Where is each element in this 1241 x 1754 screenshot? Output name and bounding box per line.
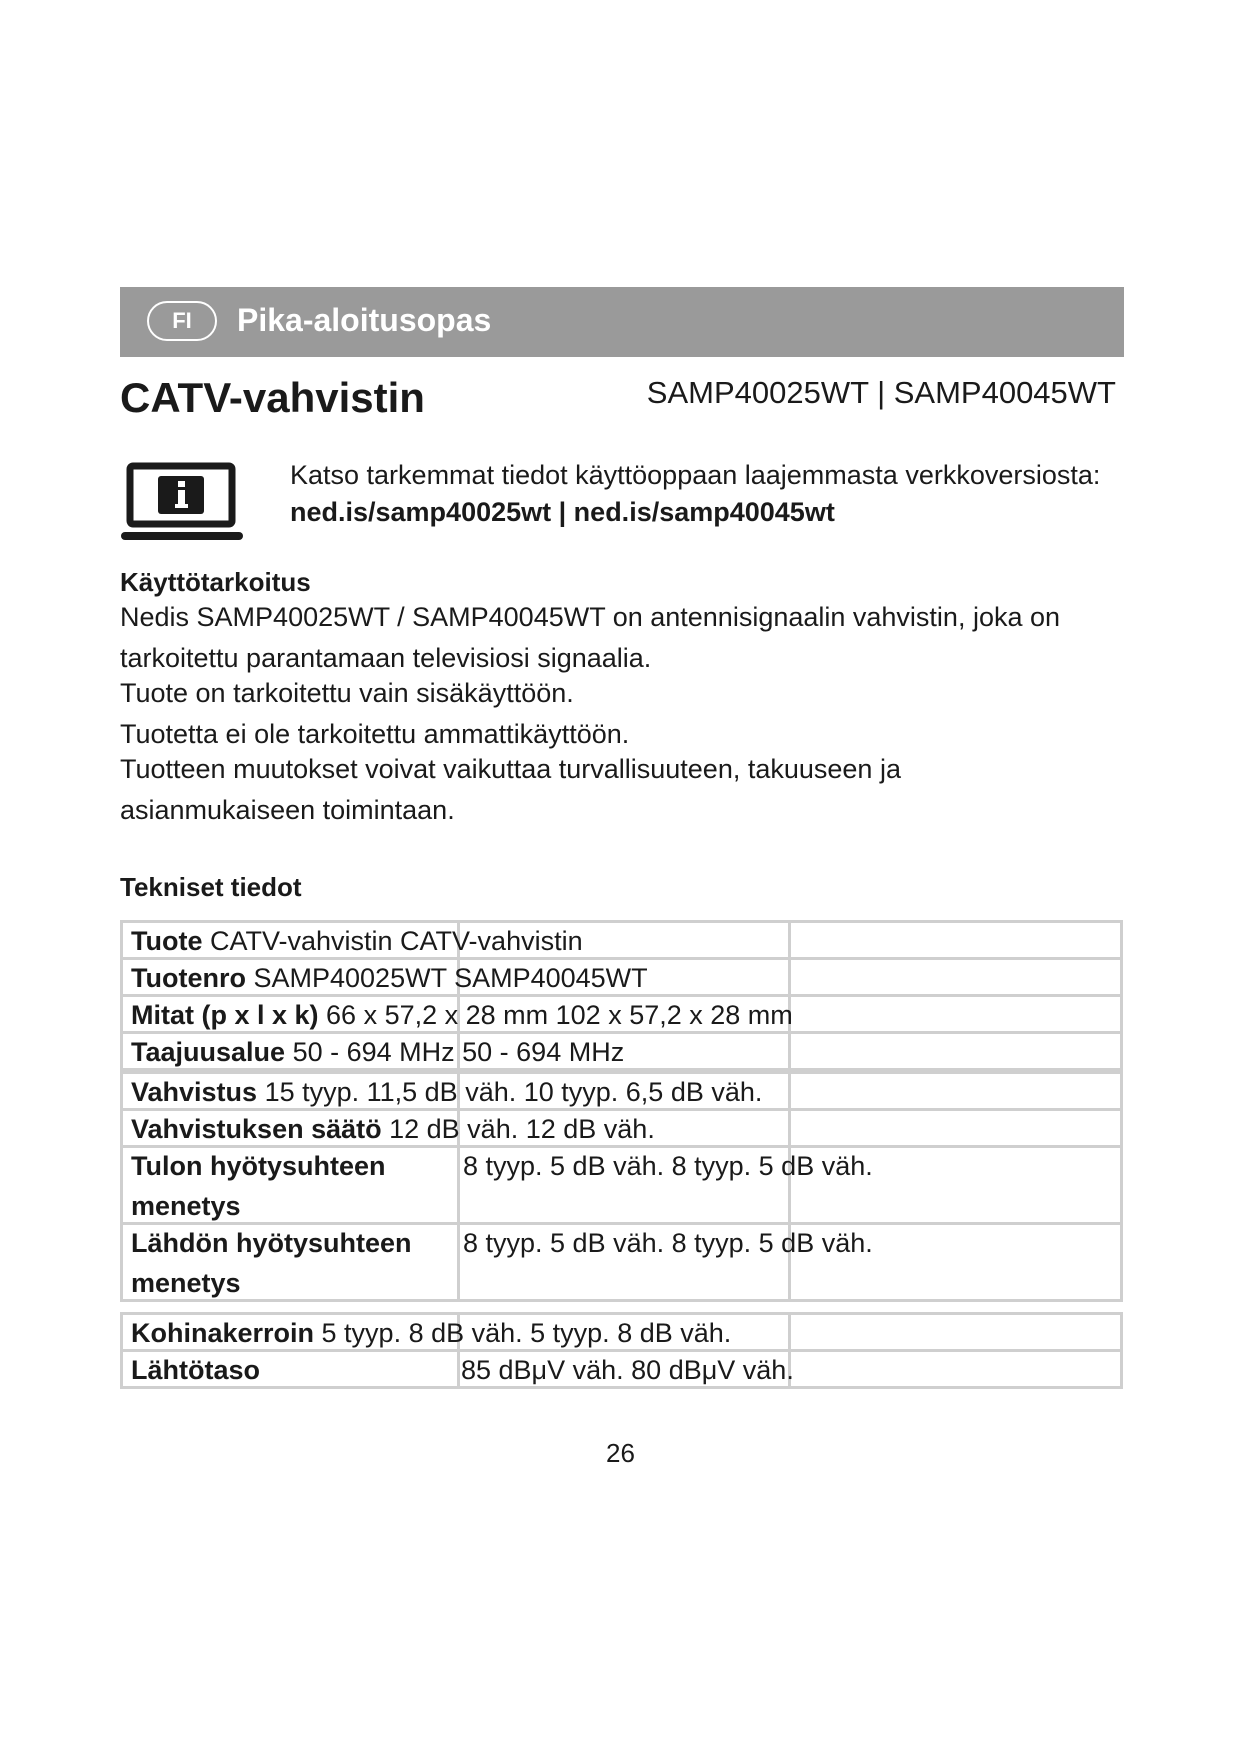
table-row: [120, 1222, 1123, 1302]
table-cell: [788, 1349, 1123, 1389]
banner-title: Pika-aloitusopas: [237, 302, 492, 338]
model-numbers: SAMP40025WT | SAMP40045WT: [646, 375, 1116, 410]
spec-label: Tuote: [131, 926, 203, 956]
spec-value: 5 tyyp. 8 dB väh. 5 tyyp. 8 dB väh.: [314, 1318, 732, 1348]
specifications-table: [120, 920, 1123, 1389]
specifications-heading: Tekniset tiedot: [120, 872, 302, 902]
table-row: [120, 1108, 1123, 1148]
info-text: Katso tarkemmat tiedot käyttöoppaan laajemmasta verkkoversiosta:: [290, 460, 1101, 490]
table-cell: [788, 1312, 1123, 1352]
spec-label: [131, 1146, 386, 1226]
spec-value: 85 dBμV väh. 80 dBμV väh.: [461, 1355, 794, 1385]
spec-row-text: [131, 1072, 762, 1112]
spec-row-text: [131, 1032, 624, 1072]
spec-row-text: [131, 1109, 655, 1149]
intended-use-line: Nedis SAMP40025WT / SAMP40045WT on antennisignaalin vahvistin, joka on: [120, 602, 1061, 632]
table-row: [120, 1031, 1123, 1071]
laptop-info-icon: [120, 462, 244, 542]
page-number: 26: [606, 1438, 635, 1468]
spec-label: Taajuusalue: [131, 1037, 286, 1067]
table-cell: [788, 1031, 1123, 1071]
intended-use-line: tarkoitettu parantamaan televisiosi signaalia.: [120, 643, 652, 673]
spec-label: Tuotenro: [131, 963, 246, 993]
spec-label-line: menetys: [131, 1191, 241, 1221]
table-row: [120, 1145, 1123, 1225]
intended-use-line: Tuote on tarkoitettu vain sisäkäyttöön.: [120, 678, 574, 708]
spec-label: Vahvistuksen säätö: [131, 1114, 382, 1144]
table-cell: [788, 957, 1123, 997]
spec-value: 66 x 57,2 x 28 mm 102 x 57,2 x 28 mm: [318, 1000, 793, 1030]
spec-label: Vahvistus: [131, 1077, 258, 1107]
table-cell: [788, 1071, 1123, 1111]
table-cell: [788, 1108, 1123, 1148]
spec-row-text: [131, 958, 648, 998]
page-title: CATV-vahvistin: [120, 374, 425, 421]
spec-value: 50 - 694 MHz 50 - 694 MHz: [285, 1037, 625, 1067]
spec-value: SAMP40025WT SAMP40045WT: [245, 963, 648, 993]
table-row: [120, 1071, 1123, 1111]
table-row: [120, 1312, 1123, 1352]
spec-label: Lähtötaso: [131, 1355, 261, 1385]
spec-row-text: [131, 1313, 731, 1353]
intended-use-heading: Käyttötarkoitus: [120, 567, 311, 597]
spec-label: Mitat (p x l x k): [131, 1000, 319, 1030]
table-row: [120, 994, 1123, 1034]
intended-use-text: [120, 598, 1060, 829]
intended-use-line: Tuotteen muutokset voivat vaikuttaa turvallisuuteen, takuuseen ja: [120, 754, 901, 784]
spec-value: CATV-vahvistin CATV-vahvistin: [202, 926, 583, 956]
intended-use-line: Tuotetta ei ole tarkoitettu ammattikäyttöön.: [120, 719, 630, 749]
spec-value: 15 tyyp. 11,5 dB väh. 10 tyyp. 6,5 dB väh.: [257, 1077, 763, 1107]
table-row: [120, 1349, 1123, 1389]
manual-link[interactable]: ned.is/samp40025wt | ned.is/samp40045wt: [290, 497, 835, 527]
spec-value: 8 tyyp. 5 dB väh. 8 tyyp. 5 dB väh.: [463, 1228, 873, 1258]
spec-label-line: Tulon hyötysuhteen: [131, 1151, 386, 1181]
intended-use-line: asianmukaiseen toimintaan.: [120, 795, 455, 825]
spec-value: 12 dB väh. 12 dB väh.: [381, 1114, 655, 1144]
table-cell: [788, 920, 1123, 960]
online-manual-info: [290, 457, 1100, 531]
spec-row-text: [131, 995, 793, 1035]
header-banner: [120, 287, 1124, 357]
table-cell: [788, 994, 1123, 1034]
spec-label: Kohinakerroin: [131, 1318, 315, 1348]
spec-value: 8 tyyp. 5 dB väh. 8 tyyp. 5 dB väh.: [463, 1151, 873, 1181]
table-row: [120, 920, 1123, 960]
spec-row-text: [131, 921, 583, 961]
spec-label: [131, 1223, 412, 1303]
language-badge: FI: [147, 301, 217, 341]
spec-label-line: menetys: [131, 1268, 241, 1298]
table-row: [120, 957, 1123, 997]
spec-label-line: Lähdön hyötysuhteen: [131, 1228, 412, 1258]
